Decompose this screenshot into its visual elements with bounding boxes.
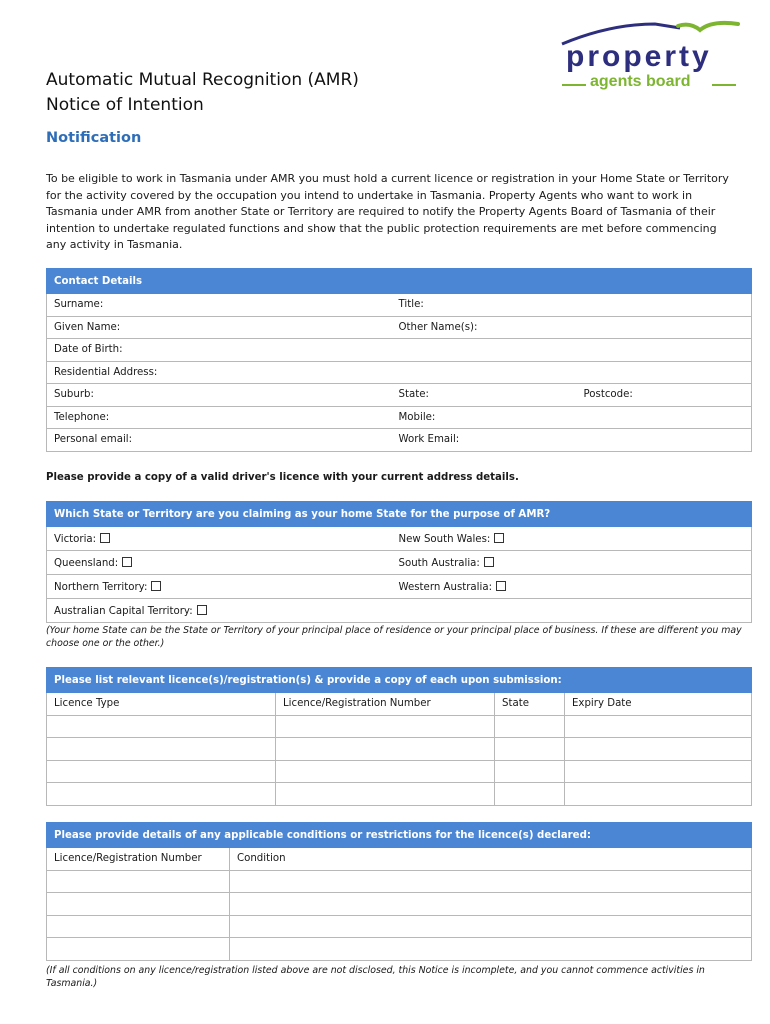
logo-word-property: property (566, 40, 712, 73)
home-state-header: Which State or Territory are you claiming as your home State for the purpose of AMR? (47, 502, 752, 527)
licence-type-cell[interactable] (47, 738, 276, 761)
licence-state-cell[interactable] (495, 783, 565, 806)
title-line-2: Notice of Intention (46, 95, 204, 115)
south-australia-checkbox[interactable] (484, 557, 494, 567)
date-of-birth-field[interactable]: Date of Birth: (47, 339, 752, 362)
intro-paragraph: To be eligible to work in Tasmania under AMR you must hold a current licence or registration in your Home State or Territory for the activity covered by the occupation you intend to undertake in Tasmania. Property Agents who want to work in Tasmania under AMR from another State or Territory are required to notify the Property Agents Board of Tasmania of their intention to undertake regulated functions and show that the public protection requirements are met before commencing any activity in Tasmania. (46, 172, 729, 252)
col-licence-type: Licence Type (47, 693, 276, 716)
licence-expiry-cell[interactable] (565, 760, 752, 783)
residential-address-field[interactable]: Residential Address: (47, 361, 752, 384)
condition-row (47, 870, 752, 893)
licence-expiry-cell[interactable] (565, 715, 752, 738)
victoria-checkbox[interactable] (100, 533, 110, 543)
licence-state-cell[interactable] (495, 760, 565, 783)
home-state-note: (Your home State can be the State or Territory of your principal place of residence or your principal place of business. If these are different you may choose one or the other.) (46, 625, 742, 649)
condition-row (47, 938, 752, 961)
act-checkbox[interactable] (197, 605, 207, 615)
northern-territory-checkbox[interactable] (151, 581, 161, 591)
licences-table (46, 667, 752, 806)
victoria-label: Victoria: (54, 533, 97, 545)
licence-number-cell[interactable] (276, 783, 495, 806)
licence-state-cell[interactable] (495, 715, 565, 738)
licence-type-cell[interactable] (47, 760, 276, 783)
condition-row (47, 915, 752, 938)
condition-text-cell[interactable] (230, 893, 752, 916)
licence-row (47, 715, 752, 738)
work-email-field[interactable]: Work Email: (392, 429, 752, 452)
licence-number-cell[interactable] (276, 715, 495, 738)
title-line-1: Automatic Mutual Recognition (AMR) (46, 70, 359, 90)
given-name-field[interactable]: Given Name: (47, 316, 392, 339)
personal-email-field[interactable]: Personal email: (47, 429, 392, 452)
other-names-field[interactable]: Other Name(s): (392, 316, 752, 339)
title-field[interactable]: Title: (392, 294, 752, 317)
condition-text-cell[interactable] (230, 915, 752, 938)
licence-type-cell[interactable] (47, 715, 276, 738)
document-title (46, 68, 359, 118)
contact-details-header: Contact Details (47, 269, 752, 294)
drivers-licence-note: Please provide a copy of a valid driver's licence with your current address details. (46, 472, 519, 483)
licence-expiry-cell[interactable] (565, 783, 752, 806)
contact-details-table (46, 268, 752, 452)
logo-word-agents-board: agents board (590, 73, 691, 90)
licence-state-cell[interactable] (495, 738, 565, 761)
licence-type-cell[interactable] (47, 783, 276, 806)
home-state-table (46, 501, 752, 623)
condition-number-cell[interactable] (47, 870, 230, 893)
nsw-label: New South Wales: (398, 533, 491, 545)
licence-expiry-cell[interactable] (565, 738, 752, 761)
property-agents-board-logo (560, 18, 745, 98)
condition-row (47, 893, 752, 916)
northern-territory-option[interactable] (47, 575, 392, 599)
condition-number-cell[interactable] (47, 915, 230, 938)
queensland-checkbox[interactable] (122, 557, 132, 567)
suburb-field[interactable]: Suburb: (47, 384, 392, 407)
act-label: Australian Capital Territory: (54, 605, 193, 617)
licence-row (47, 760, 752, 783)
conditions-note: (If all conditions on any licence/registration listed above are not disclosed, this Notice is incomplete, and you cannot commence activities in Tasmania.) (46, 965, 705, 989)
conditions-table (46, 822, 752, 961)
col-condition: Condition (230, 848, 752, 871)
licence-row (47, 783, 752, 806)
licence-row (47, 738, 752, 761)
surname-field[interactable]: Surname: (47, 294, 392, 317)
state-field[interactable]: State: (392, 384, 577, 407)
victoria-option[interactable] (47, 527, 392, 551)
queensland-label: Queensland: (54, 557, 119, 569)
south-australia-label: South Australia: (398, 557, 480, 569)
queensland-option[interactable] (47, 551, 392, 575)
northern-territory-label: Northern Territory: (54, 581, 148, 593)
col-state: State (495, 693, 565, 716)
mobile-field[interactable]: Mobile: (392, 406, 752, 429)
western-australia-option[interactable] (392, 575, 752, 599)
western-australia-label: Western Australia: (398, 581, 493, 593)
conditions-header: Please provide details of any applicable conditions or restrictions for the licence(s) declared: (47, 823, 752, 848)
condition-number-cell[interactable] (47, 938, 230, 961)
col-expiry-date: Expiry Date (565, 693, 752, 716)
licences-header: Please list relevant licence(s)/registration(s) & provide a copy of each upon submission: (47, 668, 752, 693)
licence-number-cell[interactable] (276, 738, 495, 761)
postcode-field[interactable]: Postcode: (577, 384, 752, 407)
col-licence-number: Licence/Registration Number (276, 693, 495, 716)
telephone-field[interactable]: Telephone: (47, 406, 392, 429)
section-heading: Notification (46, 130, 142, 146)
licence-number-cell[interactable] (276, 760, 495, 783)
nsw-checkbox[interactable] (494, 533, 504, 543)
nsw-option[interactable] (392, 527, 752, 551)
south-australia-option[interactable] (392, 551, 752, 575)
western-australia-checkbox[interactable] (496, 581, 506, 591)
logo-dash-right (712, 84, 736, 86)
logo-dash-left (562, 84, 586, 86)
act-option[interactable] (47, 599, 752, 623)
condition-text-cell[interactable] (230, 870, 752, 893)
condition-text-cell[interactable] (230, 938, 752, 961)
col-registration-number: Licence/Registration Number (47, 848, 230, 871)
condition-number-cell[interactable] (47, 893, 230, 916)
